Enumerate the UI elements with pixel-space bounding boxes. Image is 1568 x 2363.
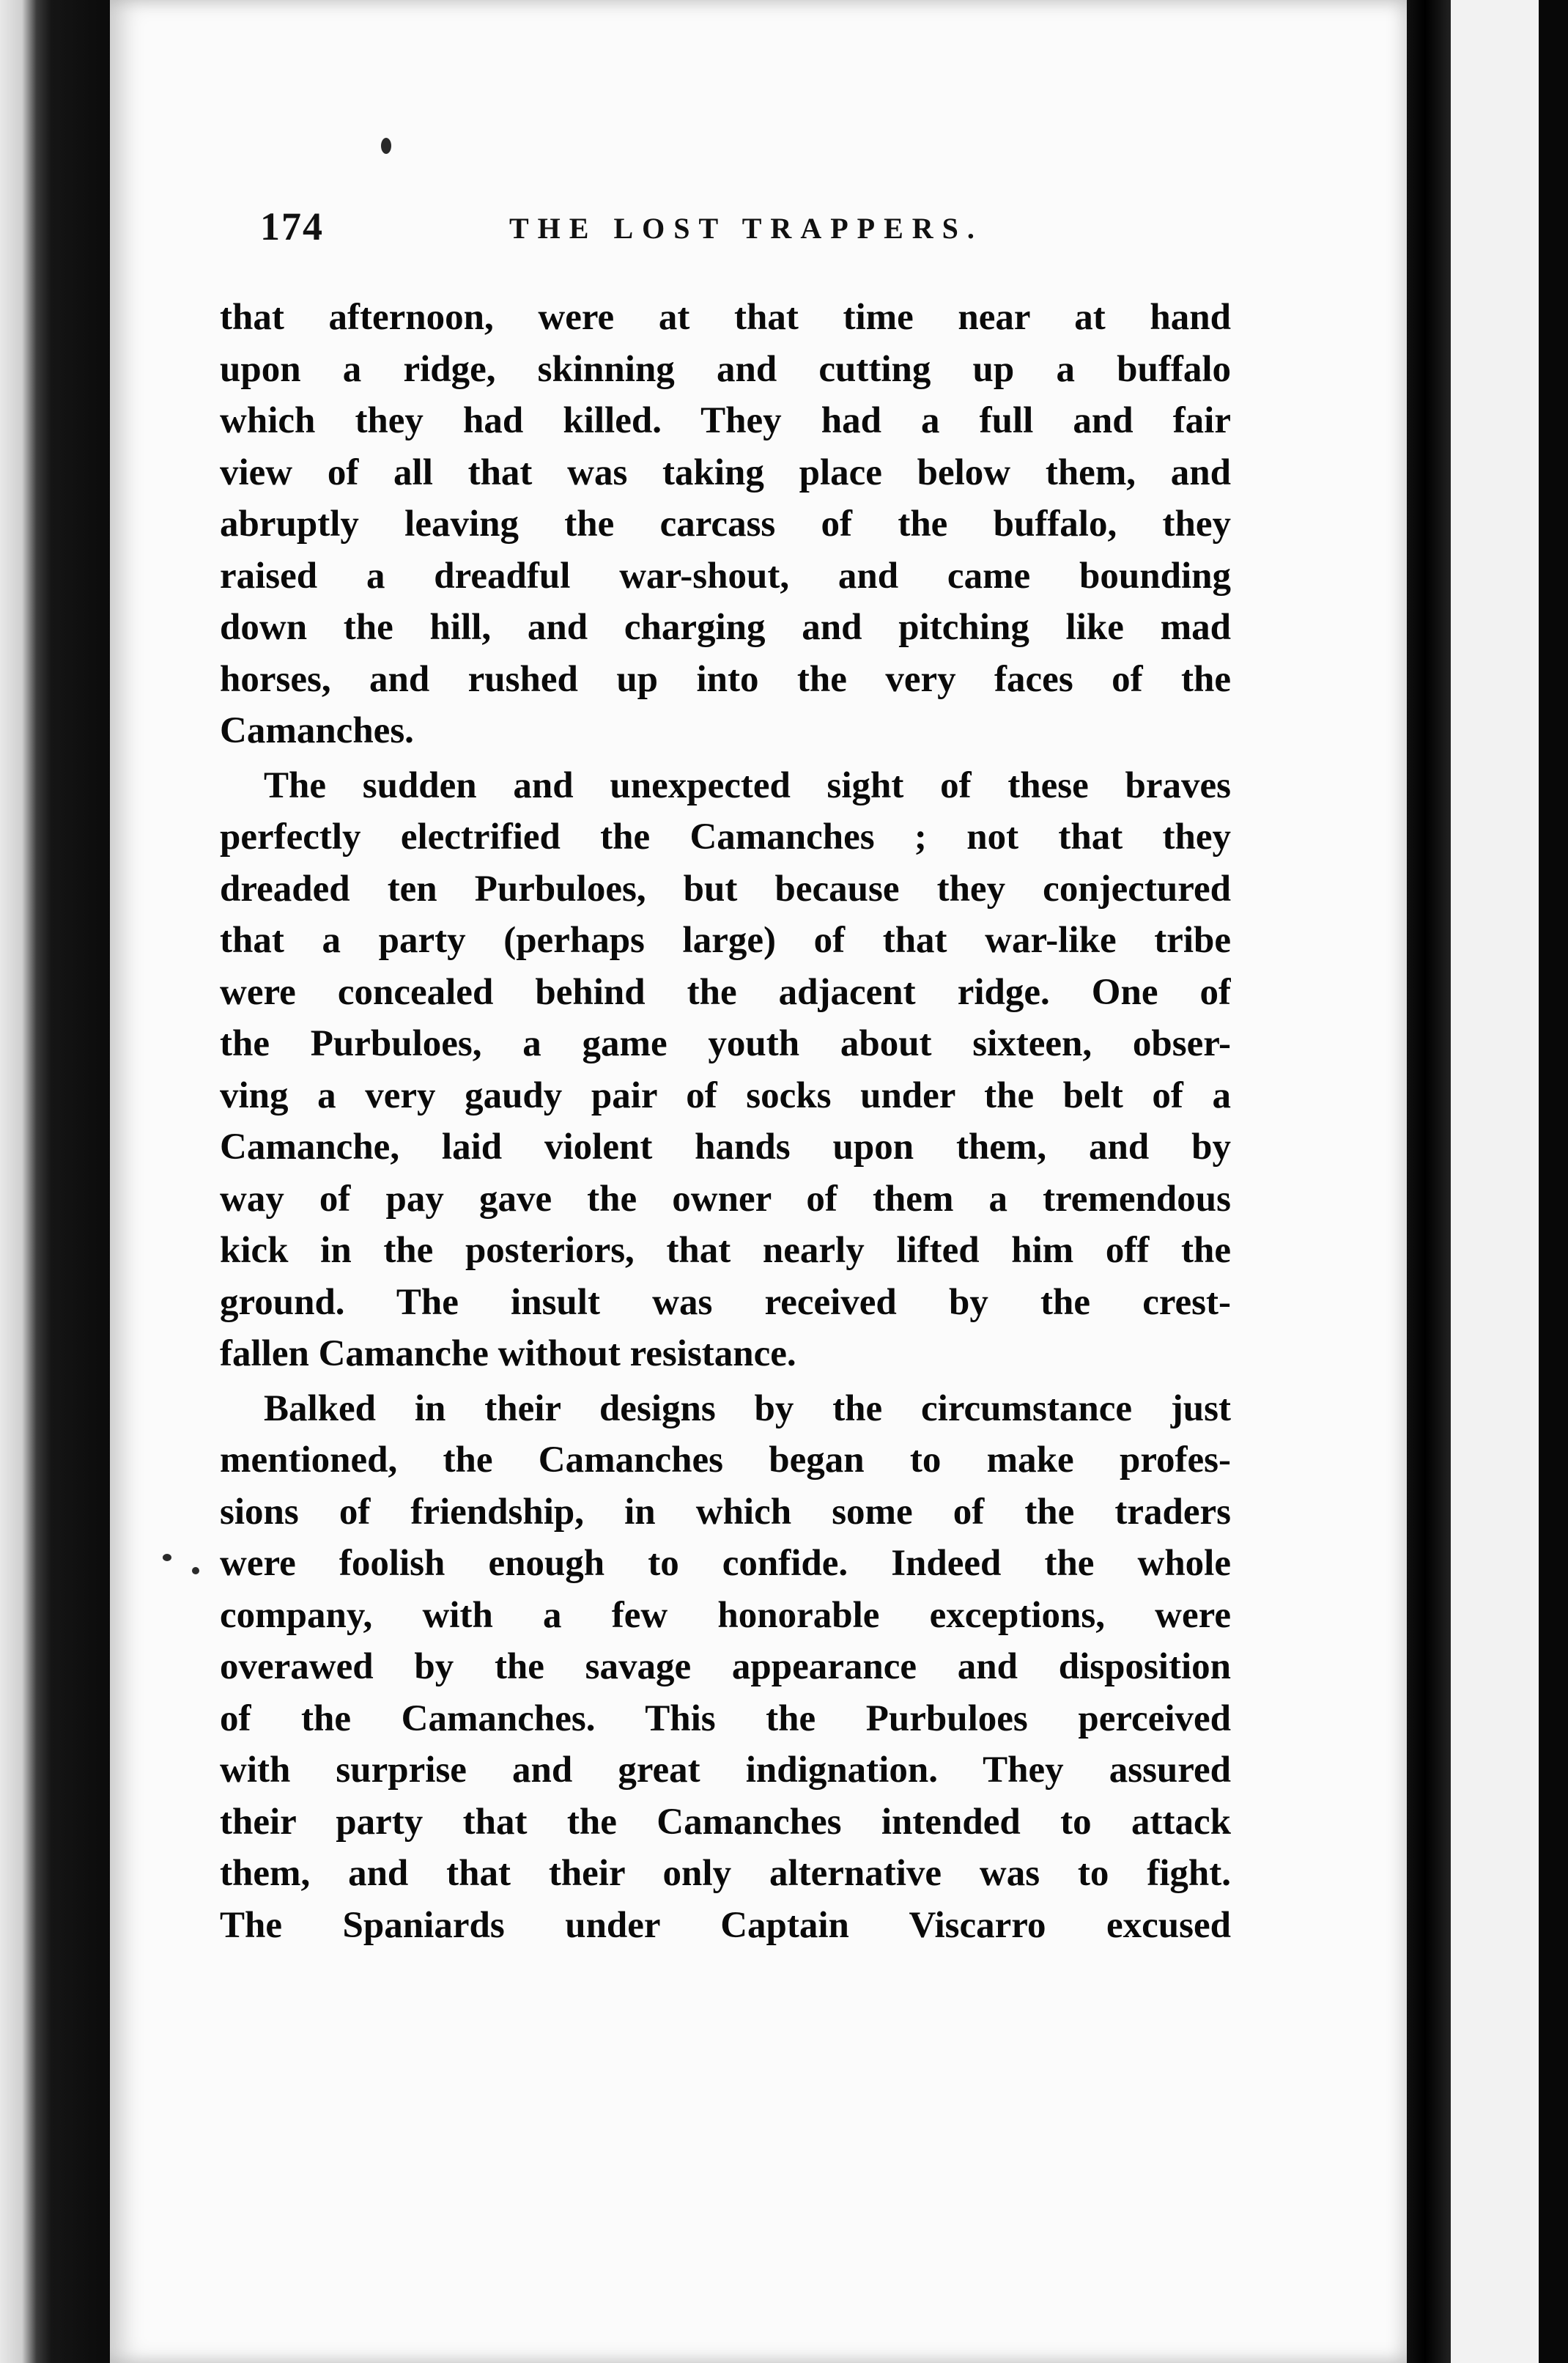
text-line: Camanche, laid violent hands upon them, and by — [220, 1127, 1231, 1168]
paragraph — [220, 1383, 1231, 1952]
text-line: ground. The insult was received by the crest- — [220, 1281, 1231, 1323]
text-line: raised a dreadful war-shout, and came bounding — [220, 555, 1231, 597]
scan-border — [1539, 0, 1568, 2363]
text-line: down the hill, and charging and pitching like mad — [220, 607, 1231, 648]
text-line: them, and that their only alternative was to fight. — [220, 1853, 1231, 1894]
text-line: of the Camanches. This the Purbuloes perceived — [220, 1697, 1231, 1739]
text-line: way of pay gave the owner of them a tremendous — [220, 1178, 1231, 1220]
text-line: were concealed behind the adjacent ridge. One of — [220, 971, 1231, 1013]
text-line: fallen Camanche without resistance. — [220, 1333, 796, 1374]
ink-speck — [381, 138, 391, 154]
text-line: the Purbuloes, a game youth about sixteen, obser- — [220, 1023, 1231, 1064]
text-line: Camanches. — [220, 710, 414, 751]
text-line: The Spaniards under Captain Viscarro excused — [220, 1904, 1231, 1946]
text-line: that a party (perhaps large) of that war-like tribe — [220, 920, 1231, 961]
paragraph — [220, 292, 1231, 757]
body-text — [220, 292, 1231, 1951]
text-line: ving a very gaudy pair of socks under the belt of a — [220, 1074, 1231, 1116]
page-number: 174 — [260, 204, 324, 248]
text-line: sions of friendship, in which some of the traders — [220, 1491, 1231, 1533]
text-line: abruptly leaving the carcass of the buffalo, they — [220, 504, 1231, 545]
book-spine-shadow — [0, 0, 110, 2363]
page-gutter — [1407, 0, 1451, 2363]
text-line: Balked in their designs by the circumstance just — [264, 1387, 1231, 1429]
text-line: horses, and rushed up into the very faces of the — [220, 658, 1231, 700]
ink-speck — [163, 1554, 171, 1561]
text-line: mentioned, the Camanches began to make profes- — [220, 1439, 1231, 1481]
text-line: perfectly electrified the Camanches ; not that they — [220, 816, 1231, 858]
text-line: upon a ridge, skinning and cutting up a buffalo — [220, 348, 1231, 390]
text-line: that afternoon, were at that time near at hand — [220, 297, 1231, 338]
page-header — [260, 204, 1286, 262]
text-line: dreaded ten Purbuloes, but because they conjectured — [220, 868, 1231, 910]
text-line: their party that the Camanches intended to attack — [220, 1801, 1231, 1843]
text-line: company, with a few honorable exceptions, were — [220, 1594, 1231, 1636]
text-line: which they had killed. They had a full and fair — [220, 400, 1231, 441]
adjacent-page-edge — [1451, 0, 1539, 2363]
text-line: with surprise and great indignation. They assured — [220, 1750, 1231, 1791]
running-head: THE LOST TRAPPERS. — [509, 212, 983, 245]
text-line: kick in the posteriors, that nearly lifted him off the — [220, 1230, 1231, 1271]
text-line: overawed by the savage appearance and disposition — [220, 1646, 1231, 1687]
text-line: were foolish enough to confide. Indeed the whole — [220, 1543, 1231, 1584]
text-line: view of all that was taking place below them, and — [220, 451, 1231, 493]
text-line: The sudden and unexpected sight of these braves — [264, 764, 1231, 806]
ink-speck — [192, 1567, 199, 1574]
paragraph — [220, 760, 1231, 1380]
